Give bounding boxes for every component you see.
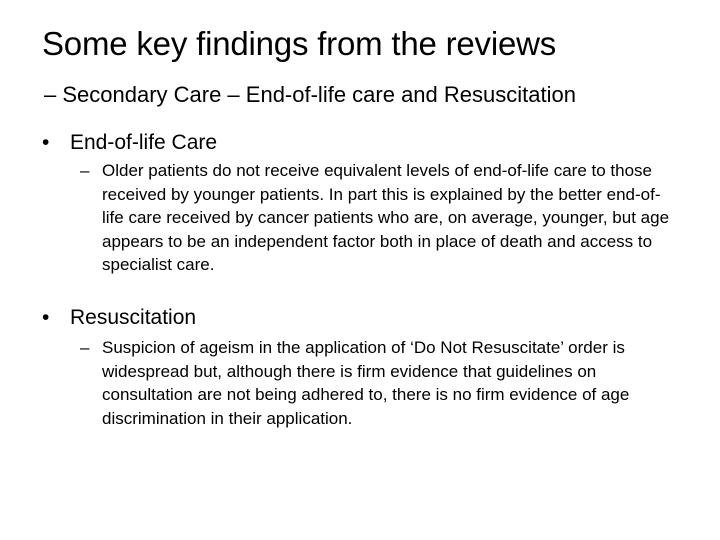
dash-icon: – <box>80 338 90 357</box>
sub-bullet-resuscitation <box>80 336 680 430</box>
dash-icon: – <box>80 161 90 180</box>
bullet-heading: Resuscitation <box>70 306 197 329</box>
bullet-end-of-life-care <box>42 130 217 156</box>
bullet-resuscitation <box>42 305 196 331</box>
sub-bullet-text: Suspicion of ageism in the application of ‘Do Not Resuscitate’ order is widespread but, although there is firm evidence that guidelines on consultation are not being adhered to, there is no firm evidence of age discrimination in their application. <box>102 338 630 428</box>
slide-subtitle: – Secondary Care – End-of-life care and Resuscitation <box>44 82 576 107</box>
sub-bullet-text: Older patients do not receive equivalent levels of end-of-life care to those received by younger patients. In part this is explained by the better end-of-life care received by cancer patients who are, on average, younger, but age appears to be an independent factor both in place of death and access to specialist care. <box>102 161 670 274</box>
bullet-icon: • <box>42 306 50 329</box>
bullet-heading: End-of-life Care <box>70 131 218 154</box>
sub-bullet-end-of-life-care <box>80 159 680 277</box>
slide-title: Some key findings from the reviews <box>42 25 557 62</box>
bullet-icon: • <box>42 131 50 154</box>
